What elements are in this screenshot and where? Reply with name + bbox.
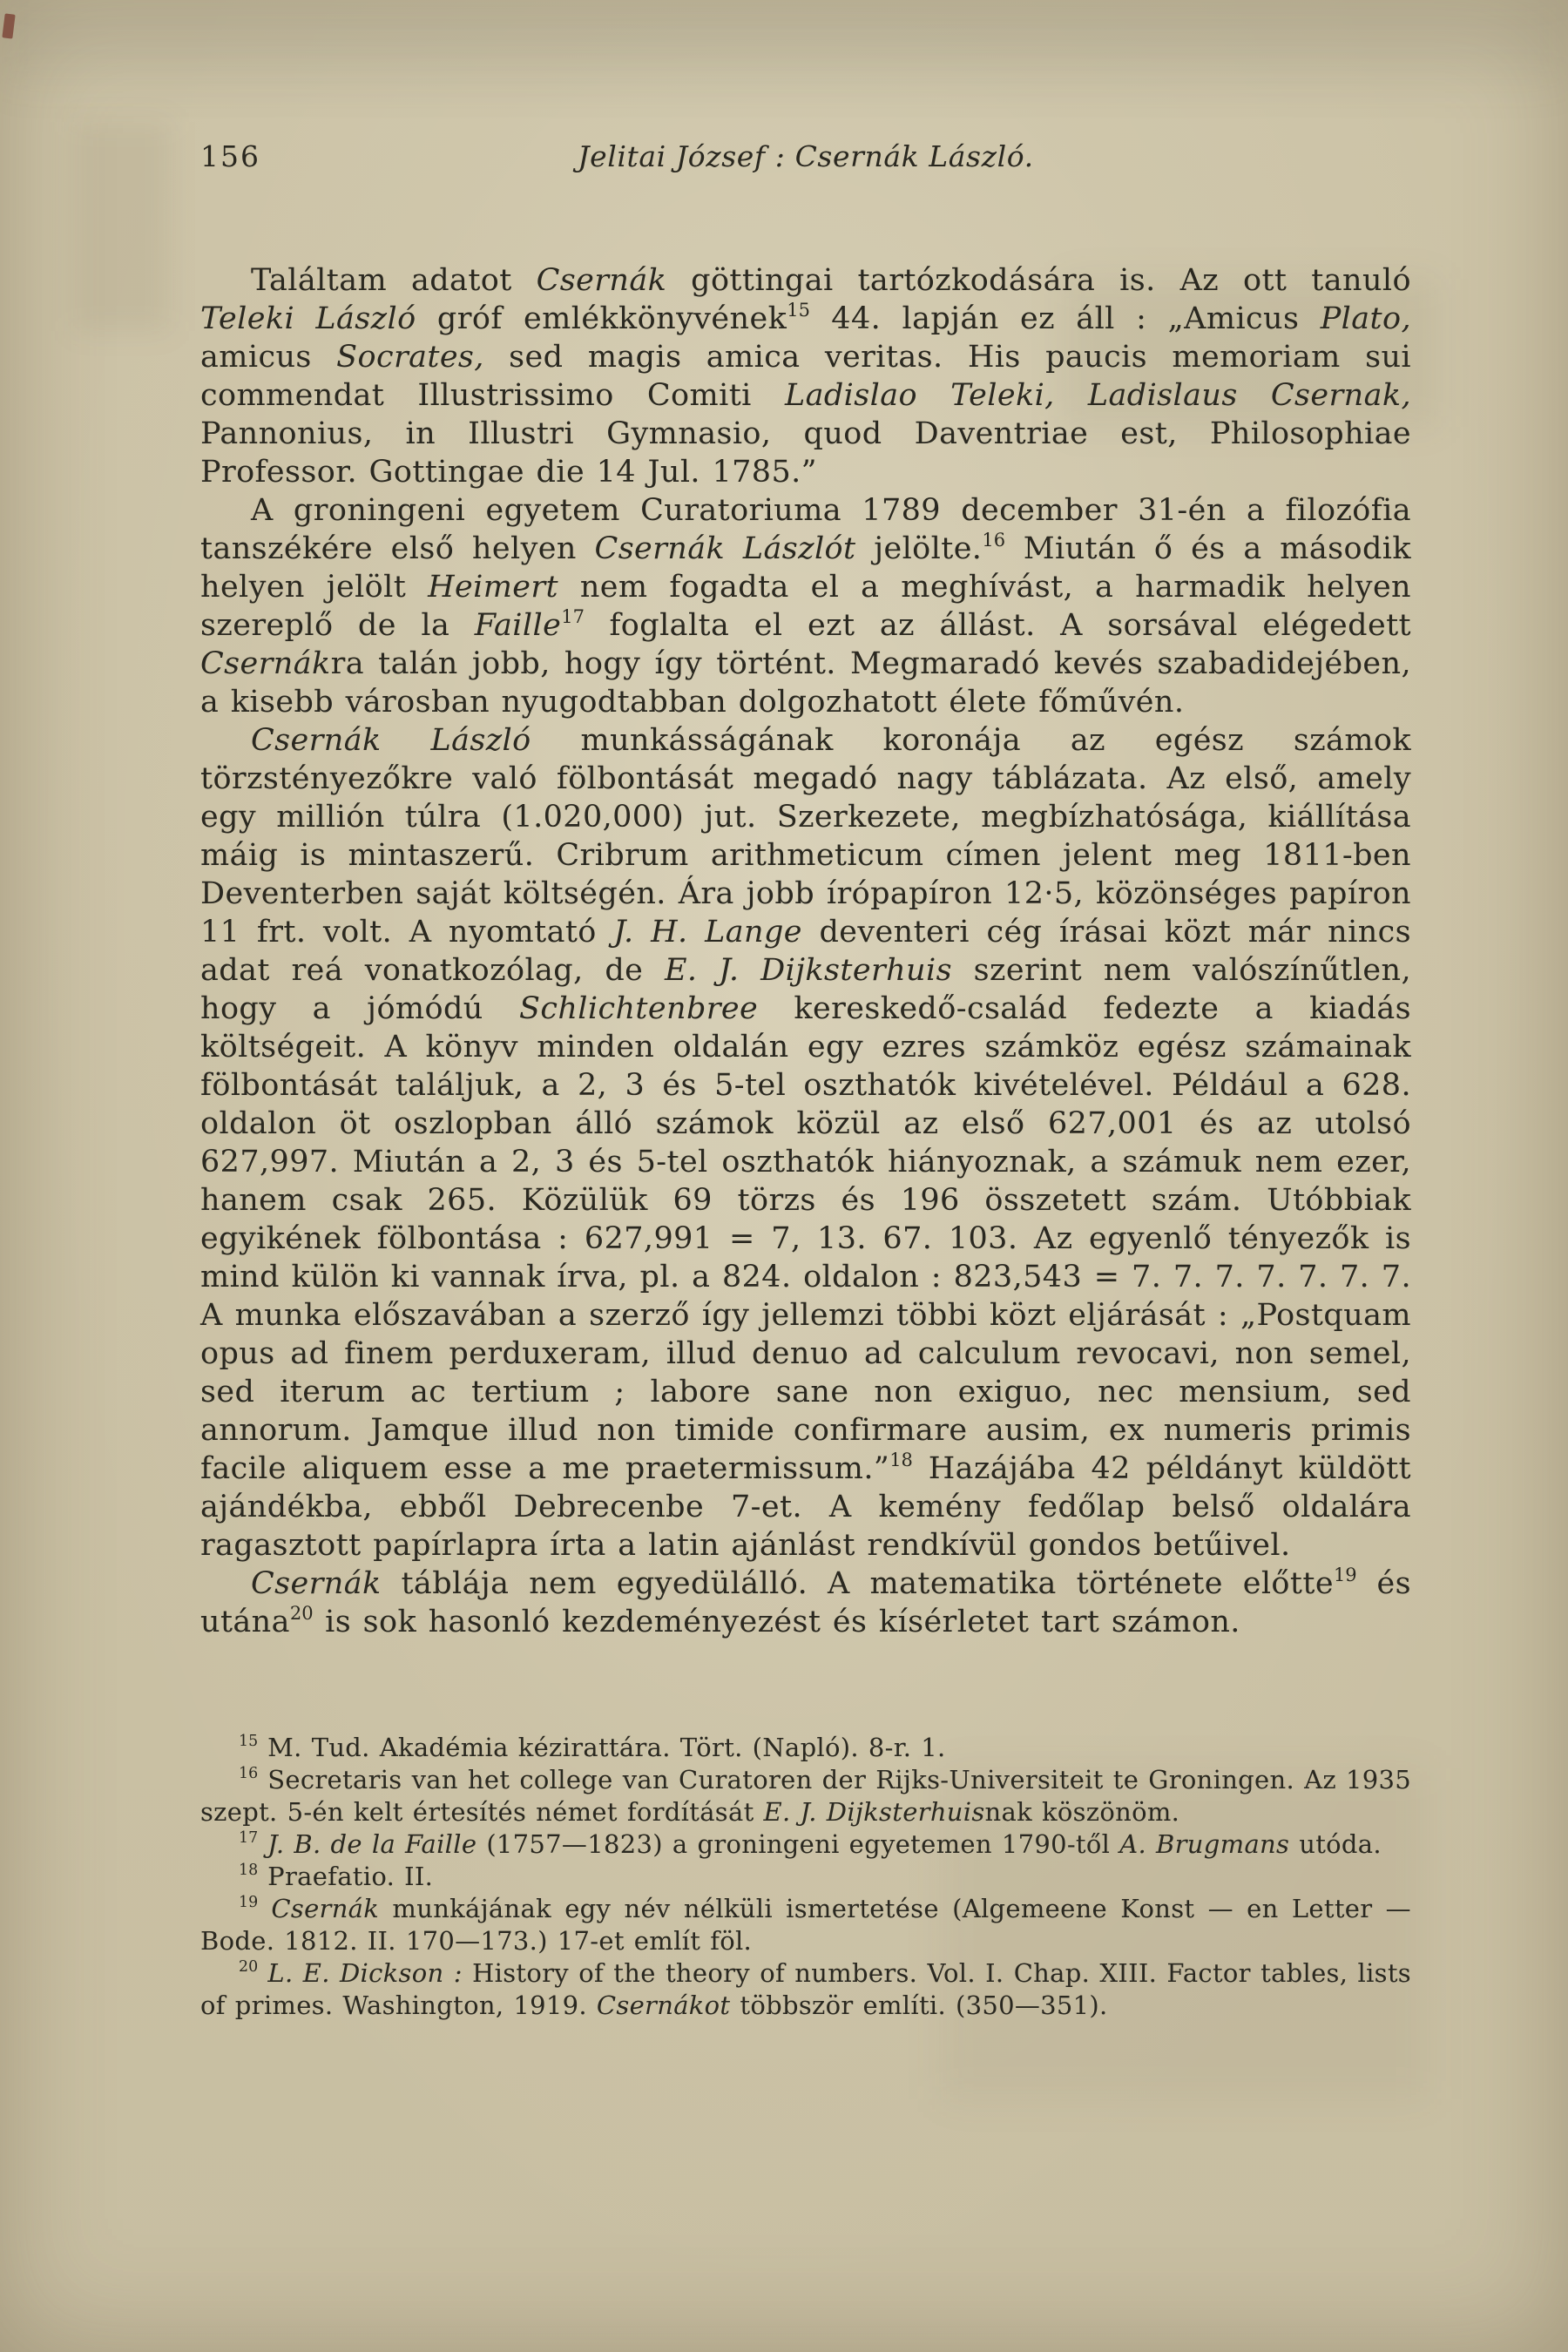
footnote-18: $^{18}$ Praefatio. II. xyxy=(239,1862,434,1891)
running-header-title: Jelitai József : Csernák László. xyxy=(578,139,1034,173)
paragraph-cribrum-arithmeticum: Csernák László munkásságának koronája az egész számok törzstényezőkre való fölbontását megadó nagy táblázata. Az első, amely egy millión túlra (1.020,000) jut. Szerkezete, megbízhatósága, kiállítása máig is mintaszerű. Cribrum arithmeticum címen jelent meg 1811-ben Deventerben saját költségén. Ára jobb írópapíron 12·5, közönséges papíron 11 frt. volt. A nyomtató J. H. Lange deventeri cég írásai közt már nincs adat reá vonatkozólag, de E. J. Dijksterhuis szerint nem valószínűtlen, hogy a jómódú Schlichtenbree kereskedő-család fedezte a kiadás költségeit. A könyv minden oldalán egy ezres számköz egész számainak fölbontását találjuk, a 2, 3 és 5-tel oszthatók kivételével. Például a 628. oldalon öt oszlopban álló számok közül az első 627,001 és az utolsó 627,997. Miután a 2, 3 és 5-tel oszthatók hiányoznak, a számuk nem ezer, hanem csak 265. Közülük 69 törzs és 196 összetett szám. Utóbbiak egyikének fölbontása : 627,991 = 7, 13. 67. 103. Az egyenlő tényezők is mind külön ki vannak írva, pl. a 824. oldalon : 823,543 = 7. 7. 7. 7. 7. 7. 7. A munka előszavában a szerző így jellemzi többi közt eljárását : „Postquam opus ad finem perduxeram, illud denuo ad calculum revocavi, non semel, sed iterum ac tertium ; labore sane non exiguo, nec mensium, sed annorum. Jamque illud non timide confirmare ausim, ex numeris primis facile aliquem esse a me praetermissum.”$^{18}$ Hazájába 42 példányt küldött ajándékba, ebből Debrecenbe 7-et. A kemény fedőlap belső oldalára ragasztott papírlapra írta a latin ajánlást rendkívül gondos betűivel. xyxy=(200,723,1411,1563)
footnote-19: $^{19}$ Csernák munkájának egy név nélküli ismertetése (Algemeene Konst — en Letter — Bode. 1812. II. 170—173.) 17-et említ föl. xyxy=(200,1894,1411,1956)
footnotes-section xyxy=(200,1732,1411,2022)
paragraph-groningen-appointment: A groningeni egyetem Curatoriuma 1789 december 31-én a filozófia tanszékére első helyen Csernák Lászlót jelölte.$^{16}$ Miután ő és a második helyen jelölt Heimert nem fogadta el a meghívást, a harmadik helyen szereplő de la Faille$^{17}$ foglalta el ezt az állást. A sorsával elégedett Csernákra talán jobb, hogy így történt. Megmaradó kevés szabadidejében, a kisebb városban nyugodtabban dolgozhatott élete főművén. xyxy=(200,493,1411,720)
paragraph-gottingen: Találtam adatot Csernák göttingai tartózkodására is. Az ott tanuló Teleki László gróf emlékkönyvének$^{15}$ 44. lapján ez áll : „Amicus Plato, amicus Socrates, sed magis amica veritas. His paucis memoriam sui commendat Illustrissimo Comiti Ladislao Teleki, Ladislaus Csernak, Pannonius, in Illustri Gymnasio, quod Daventriae est, Philosophiae Professor. Gottingae die 14 Jul. 1785.” xyxy=(200,263,1411,490)
scan-artifact xyxy=(2,13,15,38)
page-number: 156 xyxy=(200,139,260,173)
paragraph-table-context: Csernák táblája nem egyedülálló. A matematika története előtte$^{19}$ és utána$^{20}$ is sok hasonló kezdeményezést és kísérletet tart számon. xyxy=(200,1565,1412,1639)
footnote-20: $^{20}$ L. E. Dickson : History of the theory of numbers. Vol. I. Chap. XIII. Factor tables, lists of primes. Washington, 1919. Csernákot többször említi. (350—351). xyxy=(200,1958,1411,2020)
footnote-16: $^{16}$ Secretaris van het college van Curatoren der Rijks-Universiteit te Groningen. Az 1935 szept. 5-én kelt értesítés német fordítását E. J. Dijksterhuisnak köszönöm. xyxy=(200,1765,1411,1827)
footnote-17: $^{17}$ J. B. de la Faille (1757—1823) a groningeni egyetemen 1790-től A. Brugmans utóda. xyxy=(239,1829,1382,1859)
running-header xyxy=(200,139,1411,174)
scan-artifact xyxy=(74,122,170,331)
scan-artifact xyxy=(0,0,1568,78)
footnote-15: $^{15}$ M. Tud. Akadémia kézirattára. Tört. (Napló). 8-r. 1. xyxy=(239,1733,946,1762)
main-text xyxy=(200,261,1411,1641)
